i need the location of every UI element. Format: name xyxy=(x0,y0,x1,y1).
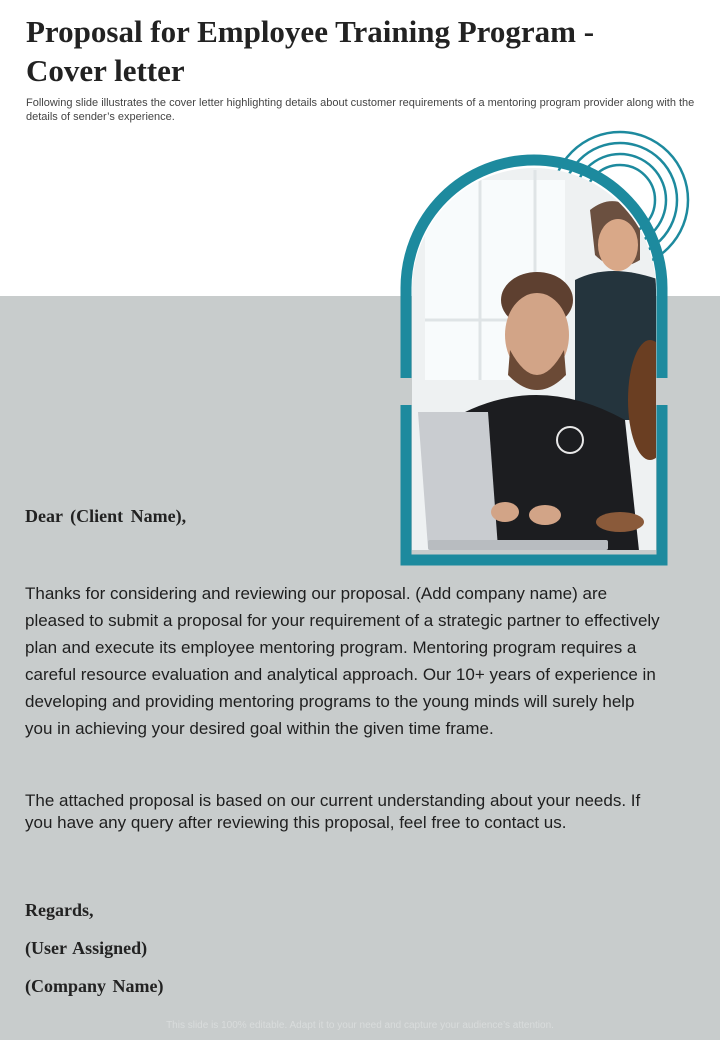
page-subtitle: Following slide illustrates the cover letter highlighting details about customer requirements of a mentoring program provider along with the details of sender’s experience. xyxy=(26,97,695,123)
letter-paragraph-1: Thanks for considering and reviewing our proposal. (Add company name) are pleased to submit a proposal for your requirement of a strategic partner to effectively plan and execute its employee mentoring program. Mentoring program requires a careful resource evaluation and analytical approach. Our 10+ years of experience in developing and providing mentoring programs to the young minds will surely help you in achieving your desired goal within the given time frame. xyxy=(25,584,660,738)
letter-regards: Regards, xyxy=(25,900,94,920)
page-title: Proposal for Employee Training Program - Cover letter xyxy=(26,14,595,88)
letter-paragraph-2: The attached proposal is based on our current understanding about your needs. If you have any query after reviewing this proposal, feel free to contact us. xyxy=(25,791,641,832)
footer-note: This slide is 100% editable. Adapt it to your need and capture your audience’s attention. xyxy=(166,1020,554,1031)
letter-company-name: (Company Name) xyxy=(25,976,164,996)
letter-greeting: Dear (Client Name), xyxy=(25,506,187,526)
letter-user-assigned: (User Assigned) xyxy=(25,938,148,958)
